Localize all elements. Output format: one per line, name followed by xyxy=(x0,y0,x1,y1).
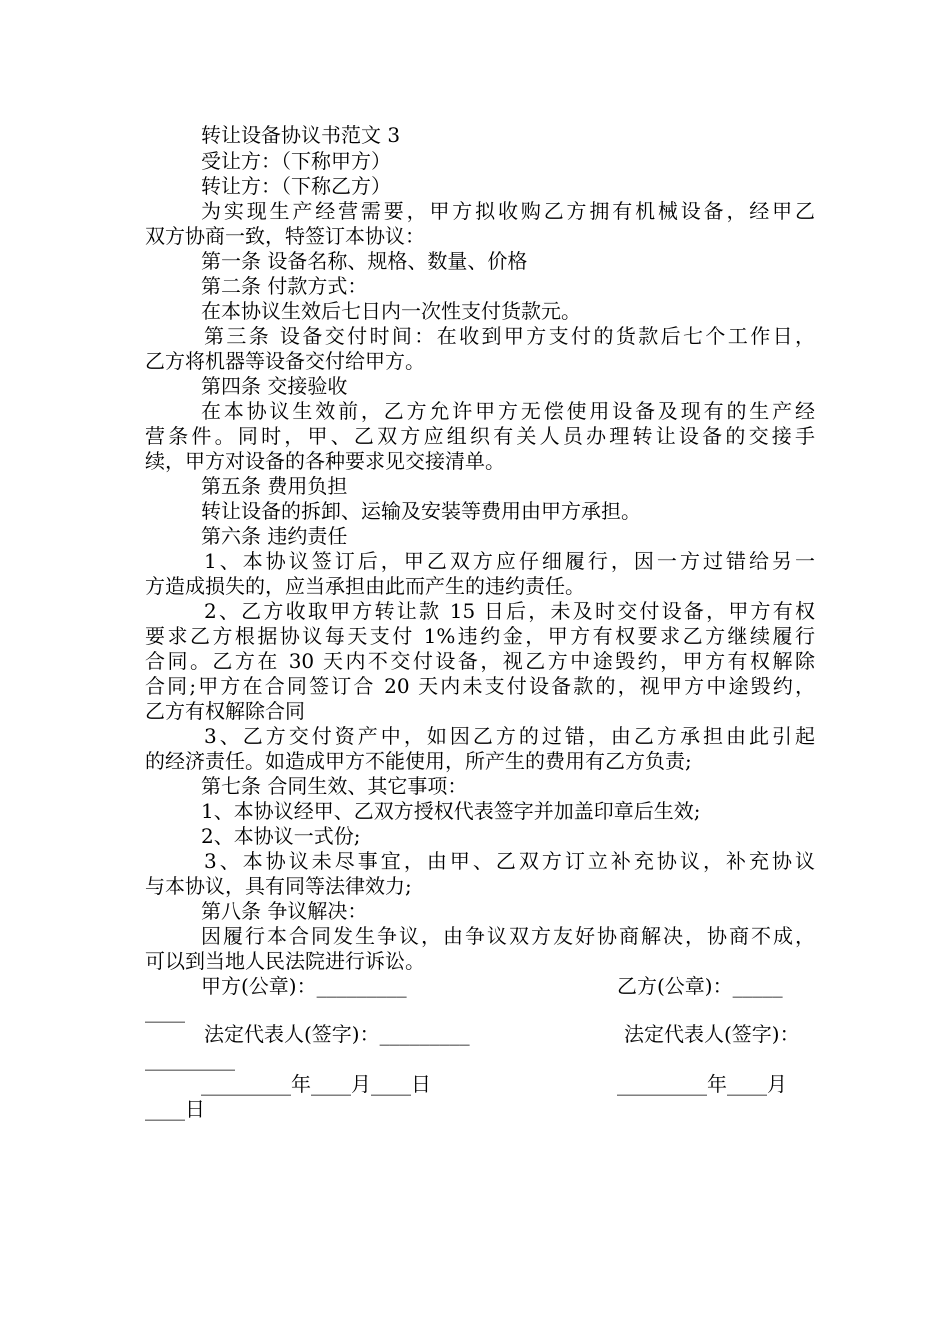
paragraph-line: 转让设备的拆卸、运输及安装等费用由甲方承担。 xyxy=(201,499,641,523)
article-heading: 第三条 设备交付时间：在收到甲方支付的货款后七个工作日， xyxy=(204,324,815,348)
paragraph-line: 可以到当地人民法院进行诉讼。 xyxy=(145,949,425,973)
paragraph-line: 乙方有权解除合同 xyxy=(145,699,305,723)
date-b: _________年____月 xyxy=(617,1072,787,1096)
paragraph-line: 乙方将机器等设备交付给甲方。 xyxy=(145,349,425,373)
paragraph-line: 1、本协议经甲、乙双方授权代表签字并加盖印章后生效; xyxy=(201,799,701,823)
paragraph-line: 1、本协议签订后，甲乙双方应仔细履行，因一方过错给另一 xyxy=(204,549,815,573)
article-heading: 第六条 违约责任 xyxy=(201,524,348,548)
date-b-continued: ____日 xyxy=(145,1097,205,1121)
paragraph-line: 2、本协议一式份; xyxy=(201,824,361,848)
paragraph-line: 3、本协议未尽事宜，由甲、乙双方订立补充协议，补充协议 xyxy=(204,849,815,873)
paragraph-line: 在本协议生效前，乙方允许甲方无偿使用设备及现有的生产经 xyxy=(201,399,815,423)
party-b-seal: 乙方(公章)：_____ xyxy=(617,974,783,998)
paragraph-line: 合同;甲方在合同签订合 20 天内未支付设备款的，视甲方中途毁约， xyxy=(145,674,815,698)
paragraph-line: 营条件。同时，甲、乙双方应组织有关人员办理转让设备的交接手 xyxy=(145,424,815,448)
paragraph-line: 与本协议，具有同等法律效力; xyxy=(145,874,412,898)
paragraph-line: 3、乙方交付资产中，如因乙方的过错，由乙方承担由此引起 xyxy=(204,724,815,748)
paragraph-line: 合同。乙方在 30 天内不交付设备，视乙方中途毁约，甲方有权解除 xyxy=(145,649,815,673)
article-heading: 第四条 交接验收 xyxy=(201,374,348,398)
rep-a-signature: 法定代表人(签字)：_________ xyxy=(204,1022,470,1046)
paragraph-line: 方造成损失的，应当承担由此而产生的违约责任。 xyxy=(145,574,585,598)
article-heading: 第一条 设备名称、规格、数量、价格 xyxy=(201,249,528,273)
article-heading: 第八条 争议解决： xyxy=(201,899,368,923)
paragraph-line: 的经济责任。如造成甲方不能使用，所产生的费用有乙方负责; xyxy=(145,749,692,773)
party-b-seal-continued: ____ xyxy=(145,999,185,1023)
paragraph-line: 为实现生产经营需要，甲方拟收购乙方拥有机械设备，经甲乙 xyxy=(201,199,815,223)
paragraph-line: 因履行本合同发生争议，由争议双方友好协商解决，协商不成， xyxy=(201,924,815,948)
paragraph-line: 双方协商一致，特签订本协议： xyxy=(145,224,425,248)
paragraph-line: 2、乙方收取甲方转让款 15 日后，未及时交付设备，甲方有权 xyxy=(204,599,815,623)
paragraph-line: 续，甲方对设备的各种要求见交接清单。 xyxy=(145,449,505,473)
paragraph-line: 要求乙方根据协议每天支付 1%违约金，甲方有权要求乙方继续履行 xyxy=(145,624,815,648)
rep-b-signature-continued: _________ xyxy=(145,1047,235,1071)
article-heading: 第七条 合同生效、其它事项： xyxy=(201,774,468,798)
party-a-seal: 甲方(公章)：_________ xyxy=(201,974,407,998)
article-heading: 第五条 费用负担 xyxy=(201,474,348,498)
rep-b-signature: 法定代表人(签字)： xyxy=(624,1022,800,1046)
article-heading: 第二条 付款方式： xyxy=(201,274,368,298)
assignee-line: 受让方：（下称甲方） xyxy=(201,149,391,173)
paragraph-line: 在本协议生效后七日内一次性支付货款元。 xyxy=(201,299,581,323)
date-a: _________年____月____日 xyxy=(201,1072,431,1096)
assignor-line: 转让方：（下称乙方） xyxy=(201,174,391,198)
doc-title: 转让设备协议书范文 3 xyxy=(201,123,401,147)
